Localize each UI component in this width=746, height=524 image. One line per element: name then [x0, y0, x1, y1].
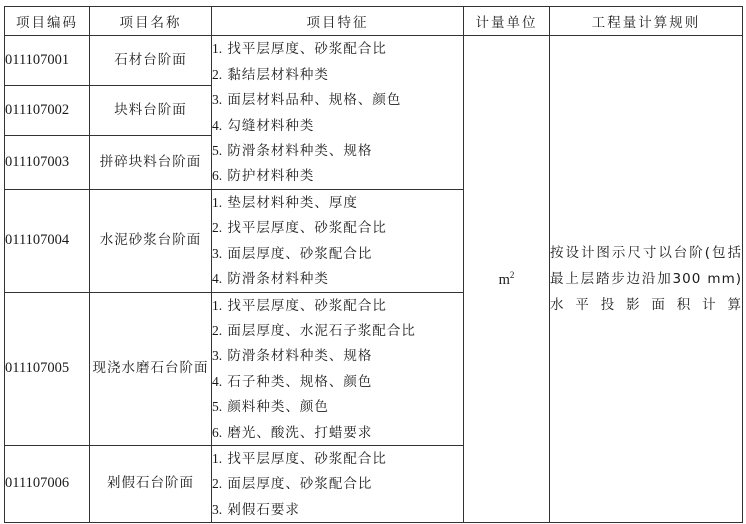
feature-item: 1. 找平层厚度、砂浆配合比 — [212, 297, 387, 314]
item-code: 011107006 — [5, 445, 90, 522]
item-name: 石材台阶面 — [90, 36, 212, 86]
header-name: 项目名称 — [90, 7, 212, 36]
feature-item: 2. 找平层厚度、砂浆配合比 — [212, 220, 387, 237]
feature-item: 2. 面层厚度、水泥石子浆配合比 — [212, 322, 416, 339]
item-name: 剁假石台阶面 — [90, 445, 212, 522]
feature-item: 1. 找平层厚度、砂浆配合比 — [212, 450, 387, 467]
specification-table — [4, 6, 743, 523]
feature-item: 4. 石子种类、规格、颜色 — [212, 373, 373, 390]
feature-item: 1. 找平层厚度、砂浆配合比 — [212, 41, 387, 58]
header-features: 项目特征 — [212, 7, 464, 36]
feature-item: 4. 防滑条材料种类 — [212, 271, 329, 288]
feature-item: 3. 防滑条材料种类、规格 — [212, 348, 373, 365]
item-code: 011107004 — [5, 190, 90, 293]
item-name: 块料台阶面 — [90, 86, 212, 136]
feature-item: 6. 磨光、酸洗、打蜡要求 — [212, 424, 373, 441]
feature-item: 6. 防护材料种类 — [212, 168, 315, 185]
feature-item: 5. 颜料种类、颜色 — [212, 399, 329, 416]
header-unit: 计量单位 — [464, 7, 550, 36]
feature-list — [212, 190, 463, 292]
feature-list — [212, 293, 463, 445]
item-code: 011107005 — [5, 292, 90, 445]
header-row — [5, 7, 743, 36]
feature-item: 3. 剁假石要求 — [212, 501, 300, 518]
table-row — [5, 36, 743, 86]
calc-rule-cell: 按设计图示尺寸以台阶(包括最上层踏步边沿加300 mm)水平投影面积计算 — [550, 36, 743, 523]
feature-list — [212, 36, 463, 188]
feature-list — [212, 446, 463, 522]
feature-item: 4. 勾缝材料种类 — [212, 117, 315, 134]
item-code: 011107003 — [5, 136, 90, 190]
feature-list-cell — [212, 445, 464, 522]
item-name: 拼碎块料台阶面 — [90, 136, 212, 190]
feature-list-cell — [212, 36, 464, 190]
item-name: 水泥砂浆台阶面 — [90, 190, 212, 293]
feature-item: 3. 面层厚度、砂浆配合比 — [212, 245, 373, 262]
feature-item: 2. 黏结层材料种类 — [212, 66, 329, 83]
feature-item: 3. 面层材料品种、规格、颜色 — [212, 92, 402, 109]
feature-list-cell — [212, 190, 464, 293]
header-rule: 工程量计算规则 — [550, 7, 743, 36]
item-code: 011107002 — [5, 86, 90, 136]
feature-list-cell — [212, 292, 464, 445]
feature-item: 1. 垫层材料种类、厚度 — [212, 195, 358, 211]
feature-item: 5. 防滑条材料种类、规格 — [212, 142, 373, 159]
feature-item: 2. 面层厚度、砂浆配合比 — [212, 476, 373, 493]
item-code: 011107001 — [5, 36, 90, 86]
header-code: 项目编码 — [5, 7, 90, 36]
unit-cell: $m^2$ — [464, 36, 550, 523]
item-name: 现浇水磨石台阶面 — [90, 292, 212, 445]
